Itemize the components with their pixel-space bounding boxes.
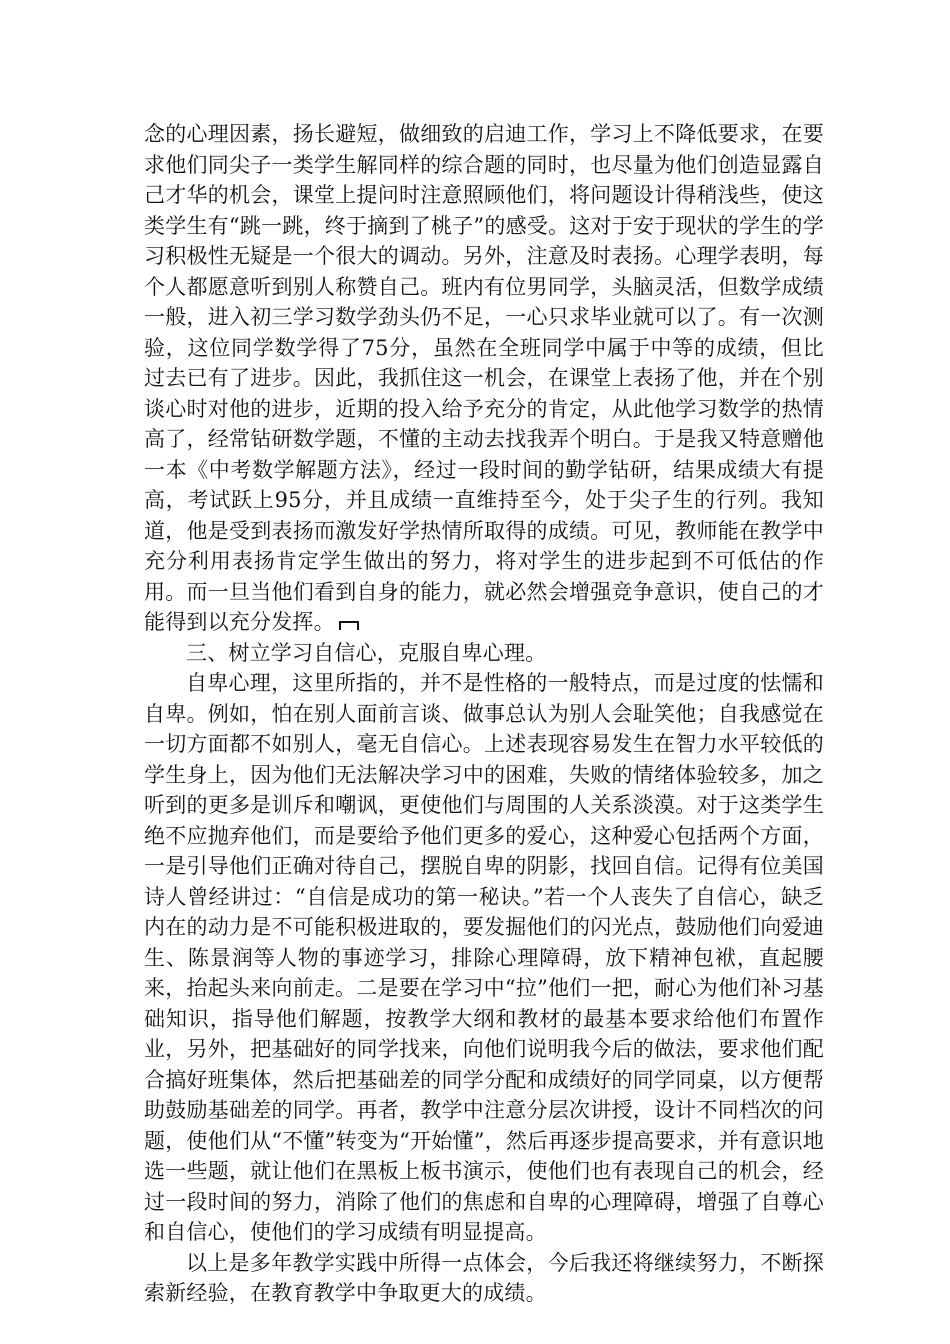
paragraph-praise-continuation (144, 119, 824, 638)
paragraph-conclusion (144, 1248, 824, 1309)
document-body (144, 119, 824, 1309)
bracket-mark-icon (339, 621, 359, 630)
paragraph-inferiority (144, 668, 824, 1248)
section-heading-text: 三、树立学习自信心，克服自卑心理。 (186, 640, 547, 665)
paragraph-text: 自卑心理，这里所指的，并不是性格的一般特点，而是过度的怯懦和自卑。例如，怕在别人面前言谈、做事总认为别人会耻笑他；自我感觉在一切方面都不如别人，毫无自信心。上述表现容易发生在智力水平较低的学生身上，因为他们无法解决学习中的困难，失败的情绪体验较多，加之听到的更多是训斥和嘲讽，更使他们与周围的人关系淡漠。对于这类学生绝不应抛弃他们，而是要给予他们更多的爱心，这种爱心包括两个方面，一是引导他们正确对待自己，摆脱自卑的阴影，找回自信。记得有位美国诗人曾经讲过：“自信是成功的第一秘诀。”若一个人丧失了自信心，缺乏内在的动力是不可能积极进取的，要发掘他们的闪光点，鼓励他们向爱迪生、陈景润等人物的事迹学习，排除心理障碍，放下精神包袱，直起腰来，抬起头来向前走。二是要在学习中“拉”他们一把，耐心为他们补习基础知识，指导他们解题，按教学大纲和教材的最基本要求给他们布置作业，另外，把基础好的同学找来，向他们说明我今后的做法，要求他们配合搞好班集体，然后把基础差的同学分配和成绩好的同学同桌，以方便帮助鼓励基础差的同学。再者，教学中注意分层次讲授，设计不同档次的问题，使他们从“不懂”转变为“开始懂”，然后再逐步提高要求，并有意识地选一些题，就让他们在黑板上板书演示，使他们也有表现自己的机会，经过一段时间的努力，消除了他们的焦虑和自卑的心理障碍，增强了自尊心和自信心，使他们的学习成绩有明显提高。 (144, 671, 824, 1244)
section-heading-self-confidence (144, 638, 824, 669)
paragraph-text: 念的心理因素，扬长避短，做细致的启迪工作，学习上不降低要求，在要求他们同尖子一类学生解同样的综合题的同时，也尽量为他们创造显露自己才华的机会，课堂上提问时注意照顾他们，将问题设计得稍浅些，使这类学生有“跳一跳，终于摘到了桃子”的感受。这对于安于现状的学生的学习积极性无疑是一个很大的调动。另外，注意及时表扬。心理学表明，每个人都愿意听到别人称赞自己。班内有位男同学，头脑灵活，但数学成绩一般，进入初三学习数学劲头仍不足，一心只求毕业就可以了。有一次测验，这位同学数学得了75分，虽然在全班同学中属于中等的成绩，但比过去已有了进步。因此，我抓住这一机会，在课堂上表扬了他，并在个别谈心时对他的进步，近期的投入给予充分的肯定，从此他学习数学的热情高了，经常钻研数学题，不懂的主动去找我弄个明白。于是我又特意赠他一本《中考数学解题方法》，经过一段时间的勤学钻研，结果成绩大有提高，考试跃上95分，并且成绩一直维持至今，处于尖子生的行列。我知道，他是受到表扬而激发好学热情所取得的成绩。可见，教师能在教学中充分利用表扬肯定学生做出的努力，将对学生的进步起到不可低估的作用。而一旦当他们看到自身的能力，就必然会增强竞争意识，使自己的才能得到以充分发挥。 (144, 122, 824, 634)
paragraph-text: 以上是多年教学实践中所得一点体会，今后我还将继续努力，不断探索新经验，在教育教学中争取更大的成绩。 (144, 1250, 824, 1305)
